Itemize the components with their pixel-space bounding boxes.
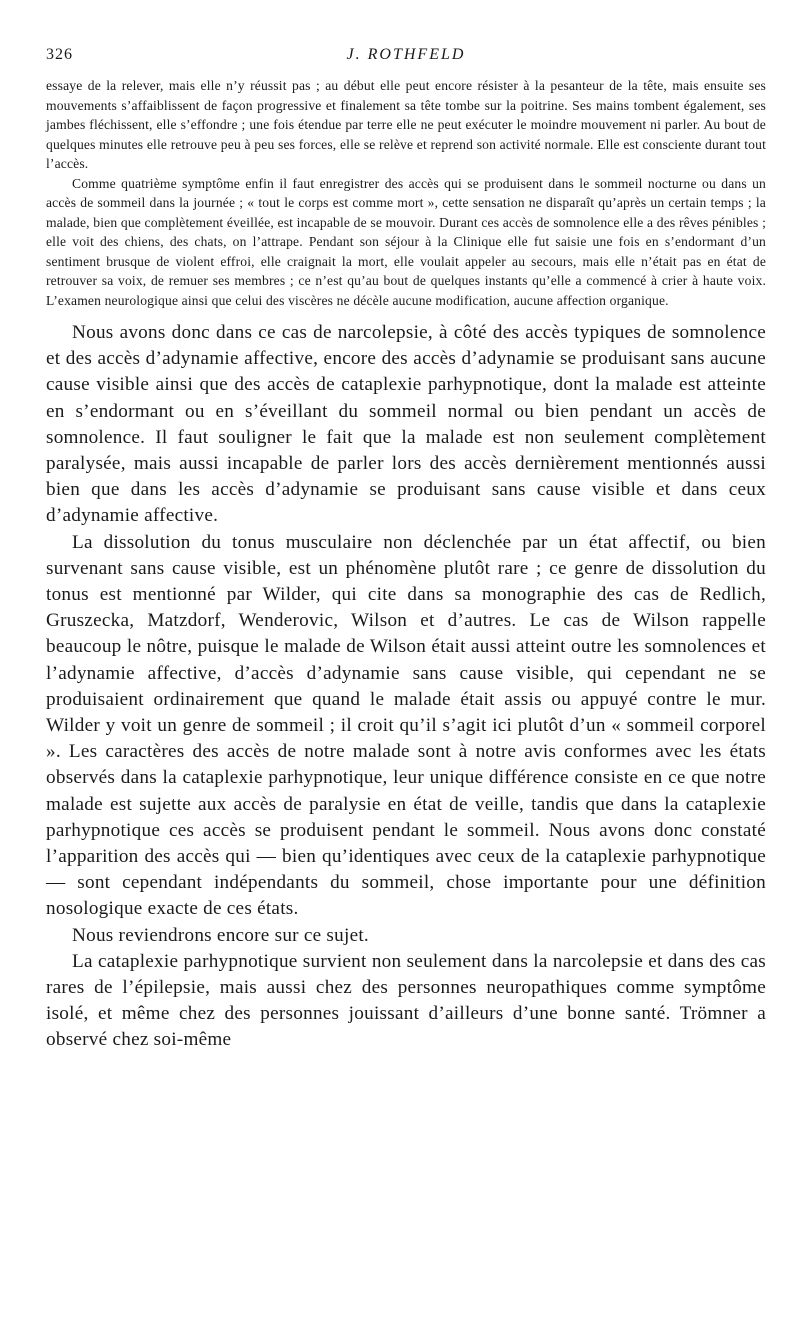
running-title: J. ROTHFELD [346, 46, 466, 63]
document-page [46, 46, 766, 1054]
paragraph: Comme quatrième symptôme enfin il faut enregistrer des accès qui se produisent dans le sommeil nocturne ou dans un accès de sommeil dans la journée ; « tout le corps est comme mort », cette sensation ne disparaît qu’après un certain temps ; la malade, bien que complètement éveillée, est incapable de se mouvoir. Durant ces accès de somnolence elle a des rêves pénibles ; elle voit des chiens, des chats, on l’attrape. Pendant son séjour à la Clinique elle fut saisie une fois en s’endormant d’un sentiment brusque de violent effroi, elle craignait la mort, elle voulait appeler au secours, mais elle n’était pas en état de retrouver sa voix, de remuer ses membres ; ce n’est qu’au bout de quelques instants qu’elle a commencé à crier à haute voix. L’examen neurologique ainsi que celui des viscères ne décèle aucune modification, aucune affection organique. [46, 175, 766, 308]
paragraph: essaye de la relever, mais elle n’y réussit pas ; au début elle peut encore résister à la pesanteur de la tête, mais ensuite ses mouvements s’affaiblissent de façon progressive et finalement sa tête tombe sur la poitrine. Ses mains tombent également, ses jambes fléchissent, elle s’effondre ; une fois étendue par terre elle ne peut exécuter le moindre mouvement ni parler. Au bout de quelques minutes elle retrouve peu à peu ses forces, elle se relève et reprend son activité normale. Elle est consciente durant tout l’accès. [46, 78, 766, 171]
paragraph: Nous reviendrons encore sur ce sujet. [72, 924, 369, 946]
case-report-block [46, 76, 766, 310]
paragraph: Nous avons donc dans ce cas de narcolepsie, à côté des accès typiques de somnolence et des accès d’adynamie affective, encore des accès d’adynamie se produisant sans aucune cause visible ainsi que des accès de cataplexie parhypnotique, dont la malade est atteinte en s’endormant ou en s’éveillant du sommeil normal ou bien pendant un accès de somnolence. Il faut souligner le fait que la malade est non seulement complètement paralysée, mais aussi incapable de parler lors des accès dernièrement mentionnés aussi bien que dans les accès d’adynamie se produisant sans cause visible et dans ceux d’adynamie affective. [46, 322, 766, 527]
paragraph: La cataplexie parhypnotique survient non seulement dans la narcolepsie et dans des cas rares de l’épilepsie, mais aussi chez des personnes neuropathiques comme symptôme isolé, et même chez des personnes jouissant d’ailleurs d’une bonne santé. Trömner a observé chez soi-même [46, 950, 766, 1051]
page-number: 326 [46, 46, 73, 63]
main-text-block [46, 320, 766, 1054]
running-header [46, 46, 766, 76]
paragraph: La dissolution du tonus musculaire non déclenchée par un état affectif, ou bien survenant sans cause visible, est un phénomène plutôt rare ; ce genre de dissolution du tonus est mentionné par Wilder, qui cite dans sa monographie des cas de Redlich, Gruszecka, Matzdorf, Wenderovic, Wilson et d’autres. Le cas de Wilson rappelle beaucoup le nôtre, puisque le malade de Wilson était aussi atteint outre les somnolences et l’adynamie affective, d’accès d’adynamie sans cause visible, qui cependant ne se produisaient ordinairement que quand le malade était assis ou appuyé contre le mur. Wilder y voit un genre de sommeil ; il croit qu’il s’agit ici plutôt d’un « sommeil corporel ». Les caractères des accès de notre malade sont à notre avis conformes avec les états observés dans la cataplexie parhypnotique, leur unique différence consiste en ce que notre malade est sujette aux accès de paralysie en état de veille, tandis que dans la cataplexie parhypnotique ces accès se produisent pendant le sommeil. Nous avons donc constaté l’apparition des accès qui — bien qu’identiques avec ceux de la cataplexie parhypnotique — sont cependant indépendants du sommeil, chose importante pour une définition nosologique exacte de ces états. [46, 531, 766, 920]
